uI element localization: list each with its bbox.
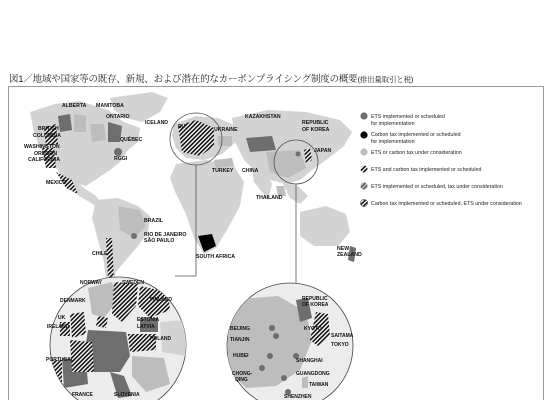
legend-tax-line2: for implementation bbox=[371, 139, 415, 145]
label-slovenia: SLOVENIA bbox=[114, 392, 140, 398]
denmark-region bbox=[96, 316, 108, 328]
label-thailand: THAILAND bbox=[256, 195, 283, 201]
beijing-marker bbox=[269, 325, 275, 331]
label-china: CHINA bbox=[242, 168, 259, 174]
label-taiwan: TAIWAN bbox=[309, 382, 329, 388]
label-tianjin: TIANJIN bbox=[230, 337, 250, 343]
label-tokyo: TOKYO bbox=[331, 342, 349, 348]
portugal-region bbox=[52, 360, 62, 384]
label-columbia: COLUMBIA bbox=[33, 133, 61, 139]
manitoba-region bbox=[74, 114, 86, 132]
label-brazil: BRAZIL bbox=[144, 218, 164, 224]
label-california: CALIFORNIA bbox=[28, 157, 60, 163]
label-hubei: HUBEI bbox=[233, 353, 249, 359]
legend-ets-taxconsider-swatch bbox=[360, 182, 367, 189]
label-latvia: LATVIA bbox=[137, 324, 155, 330]
label-alberta: ALBERTA bbox=[62, 103, 87, 109]
legend-consider-line1: ETS or carbon tax under consideration bbox=[371, 150, 462, 156]
label-norway: NORWAY bbox=[80, 280, 102, 286]
label-japan: JAPAN bbox=[314, 148, 332, 154]
southeast-asia-shape bbox=[282, 182, 308, 204]
rggi-marker bbox=[114, 148, 122, 156]
label-chong: CHONG- bbox=[232, 371, 253, 377]
label-guangdong: GUANGDONG bbox=[296, 371, 330, 377]
label-south-africa: SOUTH AFRICA bbox=[196, 254, 235, 260]
uk-region bbox=[70, 312, 86, 338]
label-sao-paulo: SÃO PAULO bbox=[144, 238, 175, 244]
label-kyoto: KYOTO bbox=[304, 326, 322, 332]
taiwan-zoom-region bbox=[302, 376, 308, 388]
europe-zoom bbox=[46, 277, 186, 400]
hubei-marker bbox=[267, 353, 273, 359]
legend-consider-swatch bbox=[360, 148, 367, 155]
label-chile: CHILE bbox=[92, 251, 108, 257]
label-kazakhstan: KAZAKHSTAN bbox=[245, 114, 281, 120]
legend-ets-swatch bbox=[360, 112, 367, 119]
legend-ets-line2: for implementation bbox=[371, 121, 415, 127]
label-ukraine: UKRAINE bbox=[214, 127, 238, 133]
legend-tax-swatch bbox=[360, 131, 367, 138]
australia-shape bbox=[300, 206, 350, 246]
figure-title-sub: (排出量取引と税) bbox=[357, 75, 414, 84]
legend-tax-line1: Carbon tax implemented or scheduled bbox=[371, 132, 461, 138]
label-quebec: QUÉBEC bbox=[120, 137, 143, 143]
label-iceland: ICELAND bbox=[145, 120, 169, 126]
label-denmark: DENMARK bbox=[60, 298, 86, 304]
label-zealand: ZEALAND bbox=[337, 252, 362, 258]
label-republic-of: REPUBLIC bbox=[302, 120, 329, 126]
label-asia-of-korea: OF KOREA bbox=[302, 302, 329, 308]
label-british: BRITISH bbox=[38, 126, 59, 132]
guangdong-marker bbox=[281, 375, 287, 381]
legend-ets-taxconsider-line1: ETS implemented or scheduled, tax under consideration bbox=[371, 184, 503, 190]
label-saitama: SAITAMA bbox=[331, 333, 354, 339]
asia-zoom bbox=[227, 283, 354, 400]
label-shanghai: SHANGHAI bbox=[296, 358, 323, 364]
france-region bbox=[70, 340, 94, 372]
legend-tax-etsconsider-line1: Carbon tax implemented or scheduled, ETS under consideration bbox=[371, 201, 522, 207]
label-ontario: ONTARIO bbox=[106, 114, 130, 120]
ontario-region bbox=[90, 124, 106, 142]
label-asia-republic: REPUBLIC bbox=[302, 296, 328, 302]
label-oregon: OREGON bbox=[34, 151, 58, 157]
label-rggi: RGGI bbox=[114, 156, 128, 162]
figure-title-main: 図1／地域や国家等の既存、新規、および潜在的なカーボンプライシング制度の概要 bbox=[9, 74, 358, 85]
label-ireland: IRELAND bbox=[47, 324, 70, 330]
legend-ets-tax-swatch bbox=[360, 165, 367, 172]
label-manitoba: MANITOBA bbox=[96, 103, 124, 109]
label-france: FRANCE bbox=[72, 392, 93, 398]
legend-ets-tax-line1: ETS and carbon tax implemented or scheduled bbox=[371, 167, 482, 173]
label-portugal: PORTUGAL bbox=[46, 357, 75, 363]
label-estonia: ESTONIA bbox=[137, 317, 160, 323]
ukraine-region bbox=[218, 136, 232, 146]
label-rio: RIO DE JANEIRO bbox=[144, 232, 187, 238]
legend-ets-line1: ETS implemented or scheduled bbox=[371, 114, 445, 120]
alberta-region bbox=[58, 114, 72, 132]
label-poland: POLAND bbox=[150, 336, 172, 342]
label-new: NEW bbox=[337, 246, 350, 252]
korea-world-marker bbox=[296, 152, 301, 157]
label-qing: QING bbox=[235, 377, 248, 383]
kazakhstan-region bbox=[246, 136, 276, 152]
label-of-korea: OF KOREA bbox=[302, 127, 330, 133]
legend bbox=[360, 112, 521, 207]
label-mexico: MEXICO bbox=[46, 180, 67, 186]
label-uk: UK bbox=[58, 315, 66, 321]
label-sweden: SWEDEN bbox=[122, 280, 144, 286]
label-turkey: TURKEY bbox=[212, 168, 234, 174]
chongqing-marker bbox=[259, 365, 265, 371]
label-beijing: BEIJING bbox=[230, 326, 251, 332]
label-washington: WASHINGTON bbox=[24, 144, 60, 150]
label-eu: EU bbox=[178, 124, 186, 130]
legend-tax-etsconsider-swatch bbox=[360, 199, 367, 206]
label-shenzhen: SHENZHEN bbox=[284, 394, 312, 400]
tianjin-marker bbox=[273, 333, 279, 339]
rio-sao-paulo-marker bbox=[131, 233, 137, 239]
label-finland: FINLAND bbox=[150, 297, 172, 303]
